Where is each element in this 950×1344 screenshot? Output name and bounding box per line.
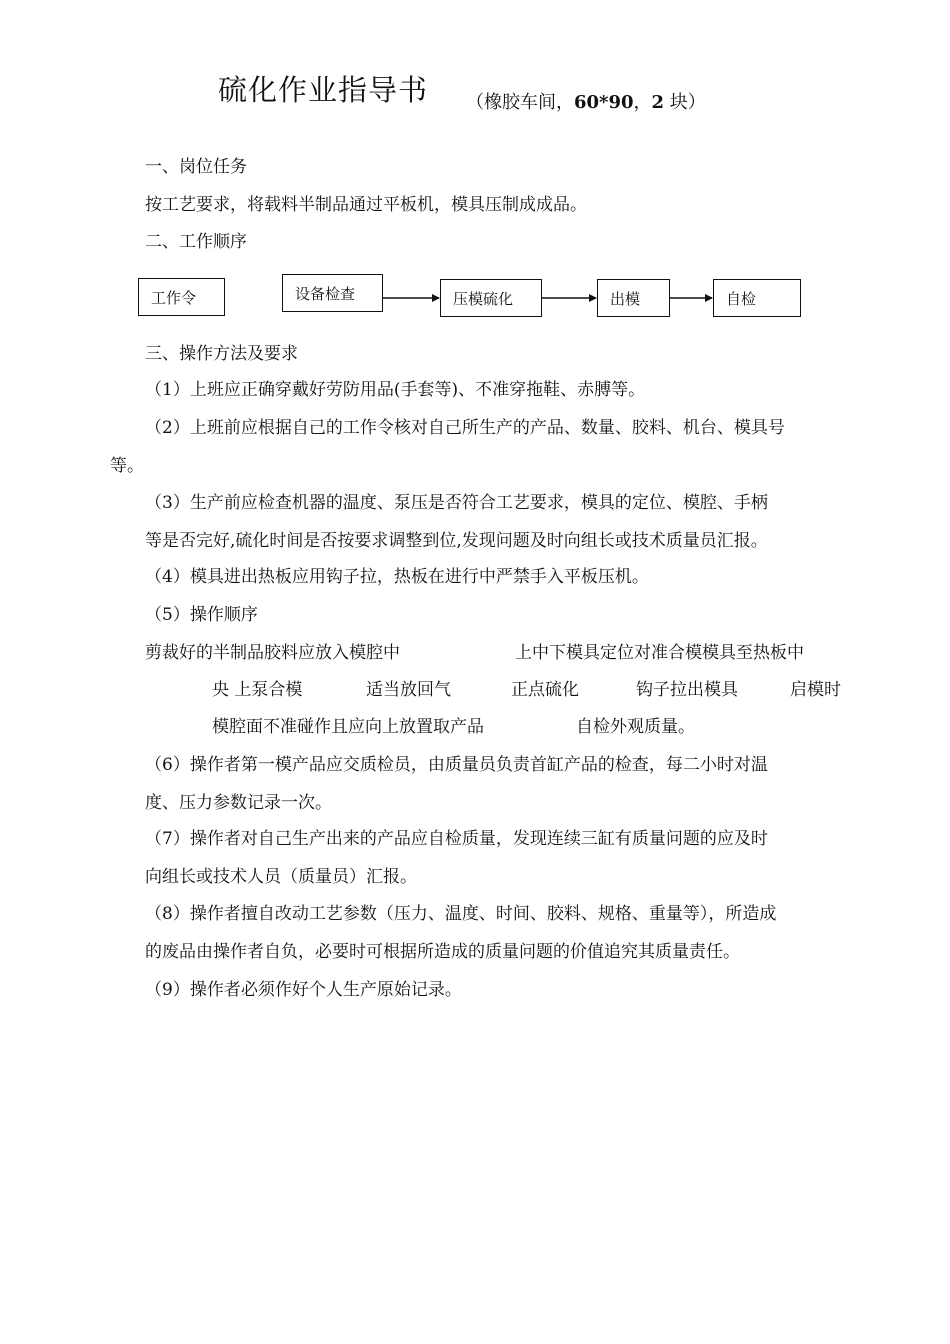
rule-6-cont: 度、压力参数记录一次。 <box>145 793 332 813</box>
rule-3: （3）生产前应检查机器的温度、泵压是否符合工艺要求，模具的定位、模腔、手柄 <box>145 493 768 513</box>
sequence-step-6: 钩子拉出模具 <box>636 680 738 700</box>
document-title: 硫化作业指导书 <box>218 73 429 107</box>
flow-step-vulcanize: 压模硫化 <box>440 279 542 317</box>
sequence-step-3: 央 上泵合模 <box>212 680 303 700</box>
subtitle-close: 块） <box>664 92 706 113</box>
sequence-step-7: 启模时 <box>790 680 841 700</box>
sequence-step-2: 上中下模具定位对准合模模具至热板中 <box>515 643 804 663</box>
rule-9: （9）操作者必须作好个人生产原始记录。 <box>145 980 462 1000</box>
section1-heading: 一、岗位任务 <box>145 157 247 177</box>
rule-3-cont: 等是否完好,硫化时间是否按要求调整到位,发现问题及时向组长或技术质量员汇报。 <box>145 531 768 551</box>
subtitle-size: 60*90 <box>574 92 634 113</box>
sequence-step-9: 自检外观质量。 <box>576 717 695 737</box>
rule-7: （7）操作者对自己生产出来的产品应自检质量，发现连续三缸有质量问题的应及时 <box>145 829 768 849</box>
rule-8-cont: 的废品由操作者自负，必要时可根据所造成的质量问题的价值追究其质量责任。 <box>145 942 740 962</box>
section3-heading: 三、操作方法及要求 <box>145 344 298 364</box>
flow-step-demold: 出模 <box>597 279 670 317</box>
document-subtitle <box>466 88 706 114</box>
sequence-step-4: 适当放回气 <box>366 680 451 700</box>
section2-heading: 二、工作顺序 <box>145 232 247 252</box>
rule-8: （8）操作者擅自改动工艺参数（压力、温度、时间、胶料、规格、重量等），所造成 <box>145 904 777 924</box>
subtitle-open: （橡胶车间， <box>466 92 574 113</box>
flow-step-work-order: 工作令 <box>138 278 225 316</box>
rule-5: （5）操作顺序 <box>145 605 258 625</box>
subtitle-comma: ， <box>633 92 652 113</box>
rule-2: （2）上班前应根据自己的工作令核对自己所生产的产品、数量、胶料、机台、模具号 <box>145 418 785 438</box>
sequence-step-1: 剪裁好的半制品胶料应放入模腔中 <box>145 643 400 663</box>
flow-step-self-check: 自检 <box>713 279 801 317</box>
subtitle-count: 2 <box>651 92 665 113</box>
flow-step-equipment-check: 设备检查 <box>282 274 383 312</box>
rule-2-cont: 等。 <box>110 456 144 476</box>
section1-text: 按工艺要求，将载料半制品通过平板机，模具压制成成品。 <box>145 195 587 215</box>
rule-7-cont: 向组长或技术人员（质量员）汇报。 <box>145 867 417 887</box>
sequence-step-8: 模腔面不准碰作且应向上放置取产品 <box>212 717 484 737</box>
rule-4: （4）模具进出热板应用钩子拉，热板在进行中严禁手入平板压机。 <box>145 567 649 587</box>
sequence-step-5: 正点硫化 <box>511 680 579 700</box>
rule-6: （6）操作者第一模产品应交质检员，由质量员负责首缸产品的检查，每二小时对温 <box>145 755 768 775</box>
rule-1: （1）上班应正确穿戴好劳防用品(手套等)、不准穿拖鞋、赤膊等。 <box>145 380 646 400</box>
